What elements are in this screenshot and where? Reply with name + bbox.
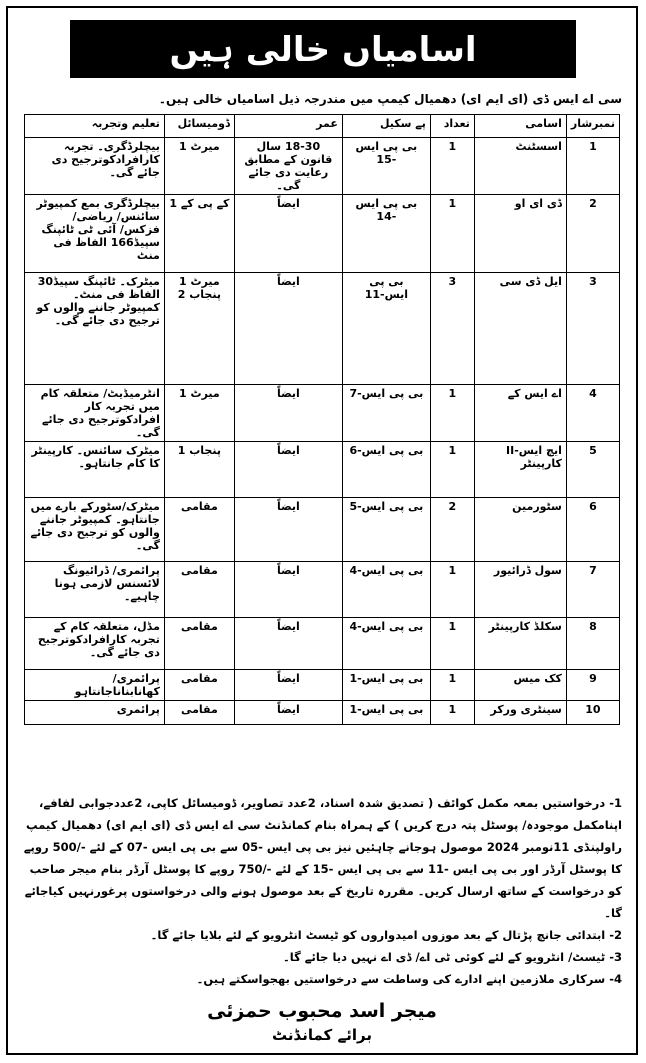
table-row xyxy=(25,498,620,562)
vacancies-table xyxy=(24,114,620,725)
cell-education: پرائمری/ کھانابناناجانتاہو xyxy=(25,670,165,701)
cell-age: ایضاً xyxy=(234,385,342,442)
cell-age: 18-30 سال قانون کے مطابق رعایت دی جائے گی۔ xyxy=(234,138,342,195)
cell-domicile: کے پی کے 1 xyxy=(164,195,234,273)
cell-count: 3 xyxy=(430,273,474,385)
header-scale: پے سکیل xyxy=(342,115,430,138)
cell-domicile: مقامی xyxy=(164,562,234,618)
header-post: اسامی xyxy=(474,115,566,138)
table-row xyxy=(25,562,620,618)
signatory-title: برائے کمانڈنٹ xyxy=(272,1026,372,1044)
cell-education: بیچلرڈگری بمع کمپیوٹر سائنس/ ریاضی/ فزکس/ آئی ٹی ٹائپنگ سپیڈ166 الفاظ فی منٹ xyxy=(25,195,165,273)
cell-scale: بی پی ایس-1 xyxy=(342,701,430,725)
table-row xyxy=(25,618,620,670)
note-4: 4- سرکاری ملازمین اپنے ادارے کی وساطت سے درخواستیں بھجواسکتے ہیں۔ xyxy=(196,972,622,986)
table-row xyxy=(25,385,620,442)
table-row xyxy=(25,670,620,701)
cell-post: اسسٹنٹ xyxy=(474,138,566,195)
header-count: تعداد xyxy=(430,115,474,138)
cell-scale: بی پی ایس -14 xyxy=(342,195,430,273)
cell-post: سول ڈرائیور xyxy=(474,562,566,618)
cell-post: سینٹری ورکر xyxy=(474,701,566,725)
cell-domicile: مقامی xyxy=(164,498,234,562)
note-1: 1- درخواستیں بمعہ مکمل کوائف ( تصدیق شدہ اسناد، 2عدد تصاویر، ڈومیسائل کاپی، 2عددجوابی لفافے، اپنامکمل موجودہ/ پوسٹل پتہ درج کریں ) کے ہمراہ بنام کمانڈنٹ سی اے ایس ڈی (ای ایم ای) دھمیال کیمپ راولپنڈی 11نومبر 2024 موصول ہوجانے چاہئیں نیز بی پی ایس -05 سے بی پی ایس -07 کے لئے -/500 روپے کا پوسٹل آرڈر اور بی پی ایس -11 سے بی پی ایس -15 کے لئے -/750 روپے کا پوسٹل آرڈر بنام میجر صاحب کو درخواست کے ساتھ ارسال کریں۔ مقررہ تاریخ کے بعد موصول ہونے والی درخواستوں پرغورنہیں کیاجائے گا۔ xyxy=(23,796,622,920)
cell-domicile: میرٹ 1 xyxy=(164,138,234,195)
cell-education: بیچلرڈگری۔ تجربہ کارافرادکوترجیح دی جائے گی۔ xyxy=(25,138,165,195)
cell-domicile: میرٹ 1 پنجاب 2 xyxy=(164,273,234,385)
cell-scale: بی پی ایس -15 xyxy=(342,138,430,195)
cell-domicile: پنجاب 1 xyxy=(164,442,234,498)
cell-education: میٹرک۔ ٹائپنگ سپیڈ30 الفاظ فی منٹ۔ کمپیوٹر جاننے والوں کو ترجیح دی جائے گی۔ xyxy=(25,273,165,385)
cell-domicile: میرٹ 1 xyxy=(164,385,234,442)
signature-block xyxy=(8,1000,636,1044)
cell-age: ایضاً xyxy=(234,442,342,498)
cell-count: 1 xyxy=(430,618,474,670)
cell-serial: 7 xyxy=(566,562,619,618)
instructions xyxy=(22,792,622,990)
cell-count: 1 xyxy=(430,701,474,725)
cell-education: پرائمری xyxy=(25,701,165,725)
cell-age: ایضاً xyxy=(234,701,342,725)
cell-count: 1 xyxy=(430,670,474,701)
cell-age: ایضاً xyxy=(234,670,342,701)
cell-education: مڈل، متعلقہ کام کے تجربہ کارافرادکوترجیح دی جائے گی۔ xyxy=(25,618,165,670)
cell-count: 1 xyxy=(430,562,474,618)
header-serial: نمبرشار xyxy=(566,115,619,138)
cell-serial: 10 xyxy=(566,701,619,725)
cell-count: 1 xyxy=(430,195,474,273)
cell-count: 2 xyxy=(430,498,474,562)
cell-serial: 8 xyxy=(566,618,619,670)
cell-scale: بی پی ایس-4 xyxy=(342,618,430,670)
cell-post: اے ایس کے xyxy=(474,385,566,442)
page-title: اسامیاں خالی ہیں xyxy=(70,20,576,78)
note-3: 3- ٹیسٹ/ انٹرویو کے لئے کوئی ٹی اے/ ڈی اے نہیں دیا جائے گا۔ xyxy=(283,950,622,964)
table-row xyxy=(25,138,620,195)
cell-age: ایضاً xyxy=(234,562,342,618)
cell-domicile: مقامی xyxy=(164,701,234,725)
table-row xyxy=(25,273,620,385)
cell-serial: 5 xyxy=(566,442,619,498)
signatory-name: میجر اسد محبوب حمزئی xyxy=(207,1000,437,1022)
table-row xyxy=(25,442,620,498)
cell-post: کک میس xyxy=(474,670,566,701)
cell-scale: بی پی ایس-7 xyxy=(342,385,430,442)
header-domicile: ڈومیسائل xyxy=(164,115,234,138)
cell-post: سکلڈ کارپینٹر xyxy=(474,618,566,670)
cell-serial: 6 xyxy=(566,498,619,562)
table-row xyxy=(25,195,620,273)
cell-post: ایل ڈی سی xyxy=(474,273,566,385)
cell-domicile: مقامی xyxy=(164,670,234,701)
cell-count: 1 xyxy=(430,385,474,442)
cell-count: 1 xyxy=(430,138,474,195)
cell-education: پرائمری/ ڈرائیونگ لائسنس لازمی ہونا چاہیے۔ xyxy=(25,562,165,618)
cell-domicile: مقامی xyxy=(164,618,234,670)
cell-serial: 3 xyxy=(566,273,619,385)
cell-serial: 2 xyxy=(566,195,619,273)
cell-post: ڈی ای او xyxy=(474,195,566,273)
cell-education: انٹرمیڈیٹ/ متعلقہ کام میں تجربہ کار افرادکوترجیح دی جائے گی۔ xyxy=(25,385,165,442)
cell-education: میٹرک سائنس۔ کارپینٹر کا کام جانتاہو۔ xyxy=(25,442,165,498)
table-row xyxy=(25,701,620,725)
cell-post: ایچ ایس-II کارپینٹر xyxy=(474,442,566,498)
intro-text: سی اے ایس ڈی (ای ایم ای) دھمیال کیمپ میں مندرجہ ذیل اسامیاں خالی ہیں۔ xyxy=(158,92,622,106)
cell-age: ایضاً xyxy=(234,618,342,670)
cell-scale: بی پی ایس-5 xyxy=(342,498,430,562)
header-age: عمر xyxy=(234,115,342,138)
cell-scale: بی پی ایس-11 xyxy=(342,273,430,385)
cell-scale: بی پی ایس-4 xyxy=(342,562,430,618)
cell-serial: 9 xyxy=(566,670,619,701)
cell-count: 1 xyxy=(430,442,474,498)
cell-post: سٹورمین xyxy=(474,498,566,562)
cell-serial: 4 xyxy=(566,385,619,442)
cell-scale: بی پی ایس-1 xyxy=(342,670,430,701)
advertisement-page xyxy=(6,6,638,1055)
cell-age: ایضاً xyxy=(234,498,342,562)
cell-scale: بی پی ایس-6 xyxy=(342,442,430,498)
header-education: تعلیم وتجربہ xyxy=(25,115,165,138)
table-header-row xyxy=(25,115,620,138)
cell-age: ایضاً xyxy=(234,273,342,385)
cell-education: میٹرک/سٹورکے بارے میں جانتاہو۔ کمپیوٹر جاننے والوں کو ترجیح دی جائے گی۔ xyxy=(25,498,165,562)
cell-serial: 1 xyxy=(566,138,619,195)
note-2: 2- ابتدائی جانچ پڑتال کے بعد موزوں امیدواروں کو ٹیسٹ انٹرویو کے لئے بلایا جائے گا۔ xyxy=(150,928,622,942)
cell-age: ایضاً xyxy=(234,195,342,273)
